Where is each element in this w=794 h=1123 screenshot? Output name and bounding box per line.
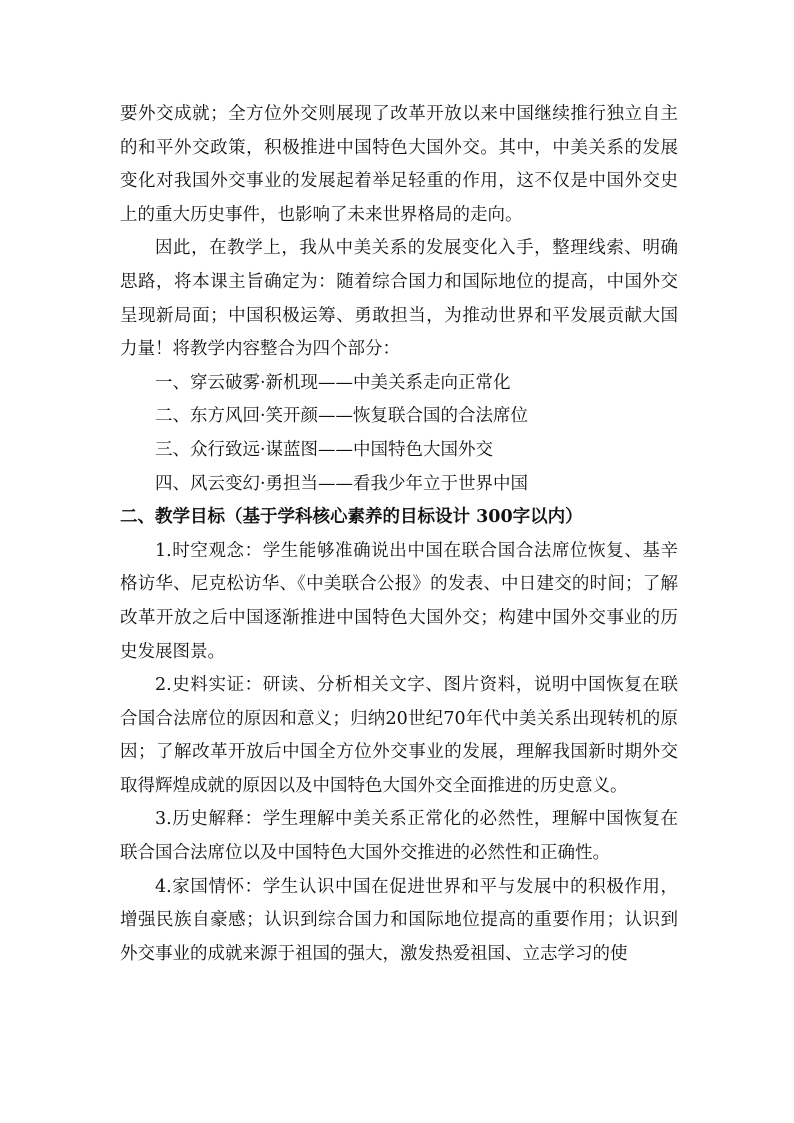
- list-item-part-2: 二、东方风回·笑开颜——恢复联合国的合法席位: [155, 406, 529, 427]
- goal-spatiotemporal: 1.时空观念：学生能够准确说出中国在联合国合法席位恢复、基辛格访华、尼克松访华、《中美联合公报》的发表、中日建交的时间；了解改革开放之后中国逐渐推进中国特色大国外交；构建中国外交事业的历史发展图景。: [120, 540, 678, 662]
- list-item-part-4: 四、风云变幻·勇担当——看我少年立于世界中国: [155, 473, 529, 494]
- paragraph-diplomacy-summary: 要外交成就；全方位外交则展现了改革开放以来中国继续推行独立自主的和平外交政策，积极推进中国特色大国外交。其中，中美关系的发展变化对我国外交事业的发展起着举足轻重的作用，这不仅是中国外交史上的重大历史事件，也影响了未来世界格局的走向。: [120, 104, 678, 225]
- goal-historical-evidence: 2.史料实证：研读、分析相关文字、图片资料，说明中国恢复在联合国合法席位的原因和意义；归纳20世纪70年代中美关系出现转机的原因；了解改革开放后中国全方位外交事业的发展，理解我国新时期外交取得辉煌成就的原因以及中国特色大国外交全面推进的历史意义。: [120, 675, 678, 796]
- paragraph-teaching-approach: 因此，在教学上，我从中美关系的发展变化入手，整理线索、明确思路，将本课主旨确定为：随着综合国力和国际地位的提高，中国外交呈现新局面；中国积极运筹、勇敢担当，为推动世界和平发展贡献大国力量！将教学内容整合为四个部分：: [120, 238, 678, 360]
- section-heading-teaching-goals: 二、教学目标（基于学科核心素养的目标设计 300字以内）: [120, 507, 583, 528]
- goal-patriotism: 4.家国情怀：学生认识中国在促进世界和平与发展中的积极作用，增强民族自豪感；认识到综合国力和国际地位提高的重要作用；认识到外交事业的成就来源于祖国的强大，激发热爱祖国、立志学习的使: [120, 876, 678, 964]
- list-item-part-3: 三、众行致远·谋蓝图——中国特色大国外交: [155, 439, 494, 460]
- document-page: [120, 98, 678, 971]
- goal-historical-explanation: 3.历史解释：学生理解中美关系正常化的必然性，理解中国恢复在联合国合法席位以及中国特色大国外交推进的必然性和正确性。: [120, 809, 678, 864]
- list-item-part-1: 一、穿云破雾·新机现——中美关系走向正常化: [155, 372, 511, 393]
